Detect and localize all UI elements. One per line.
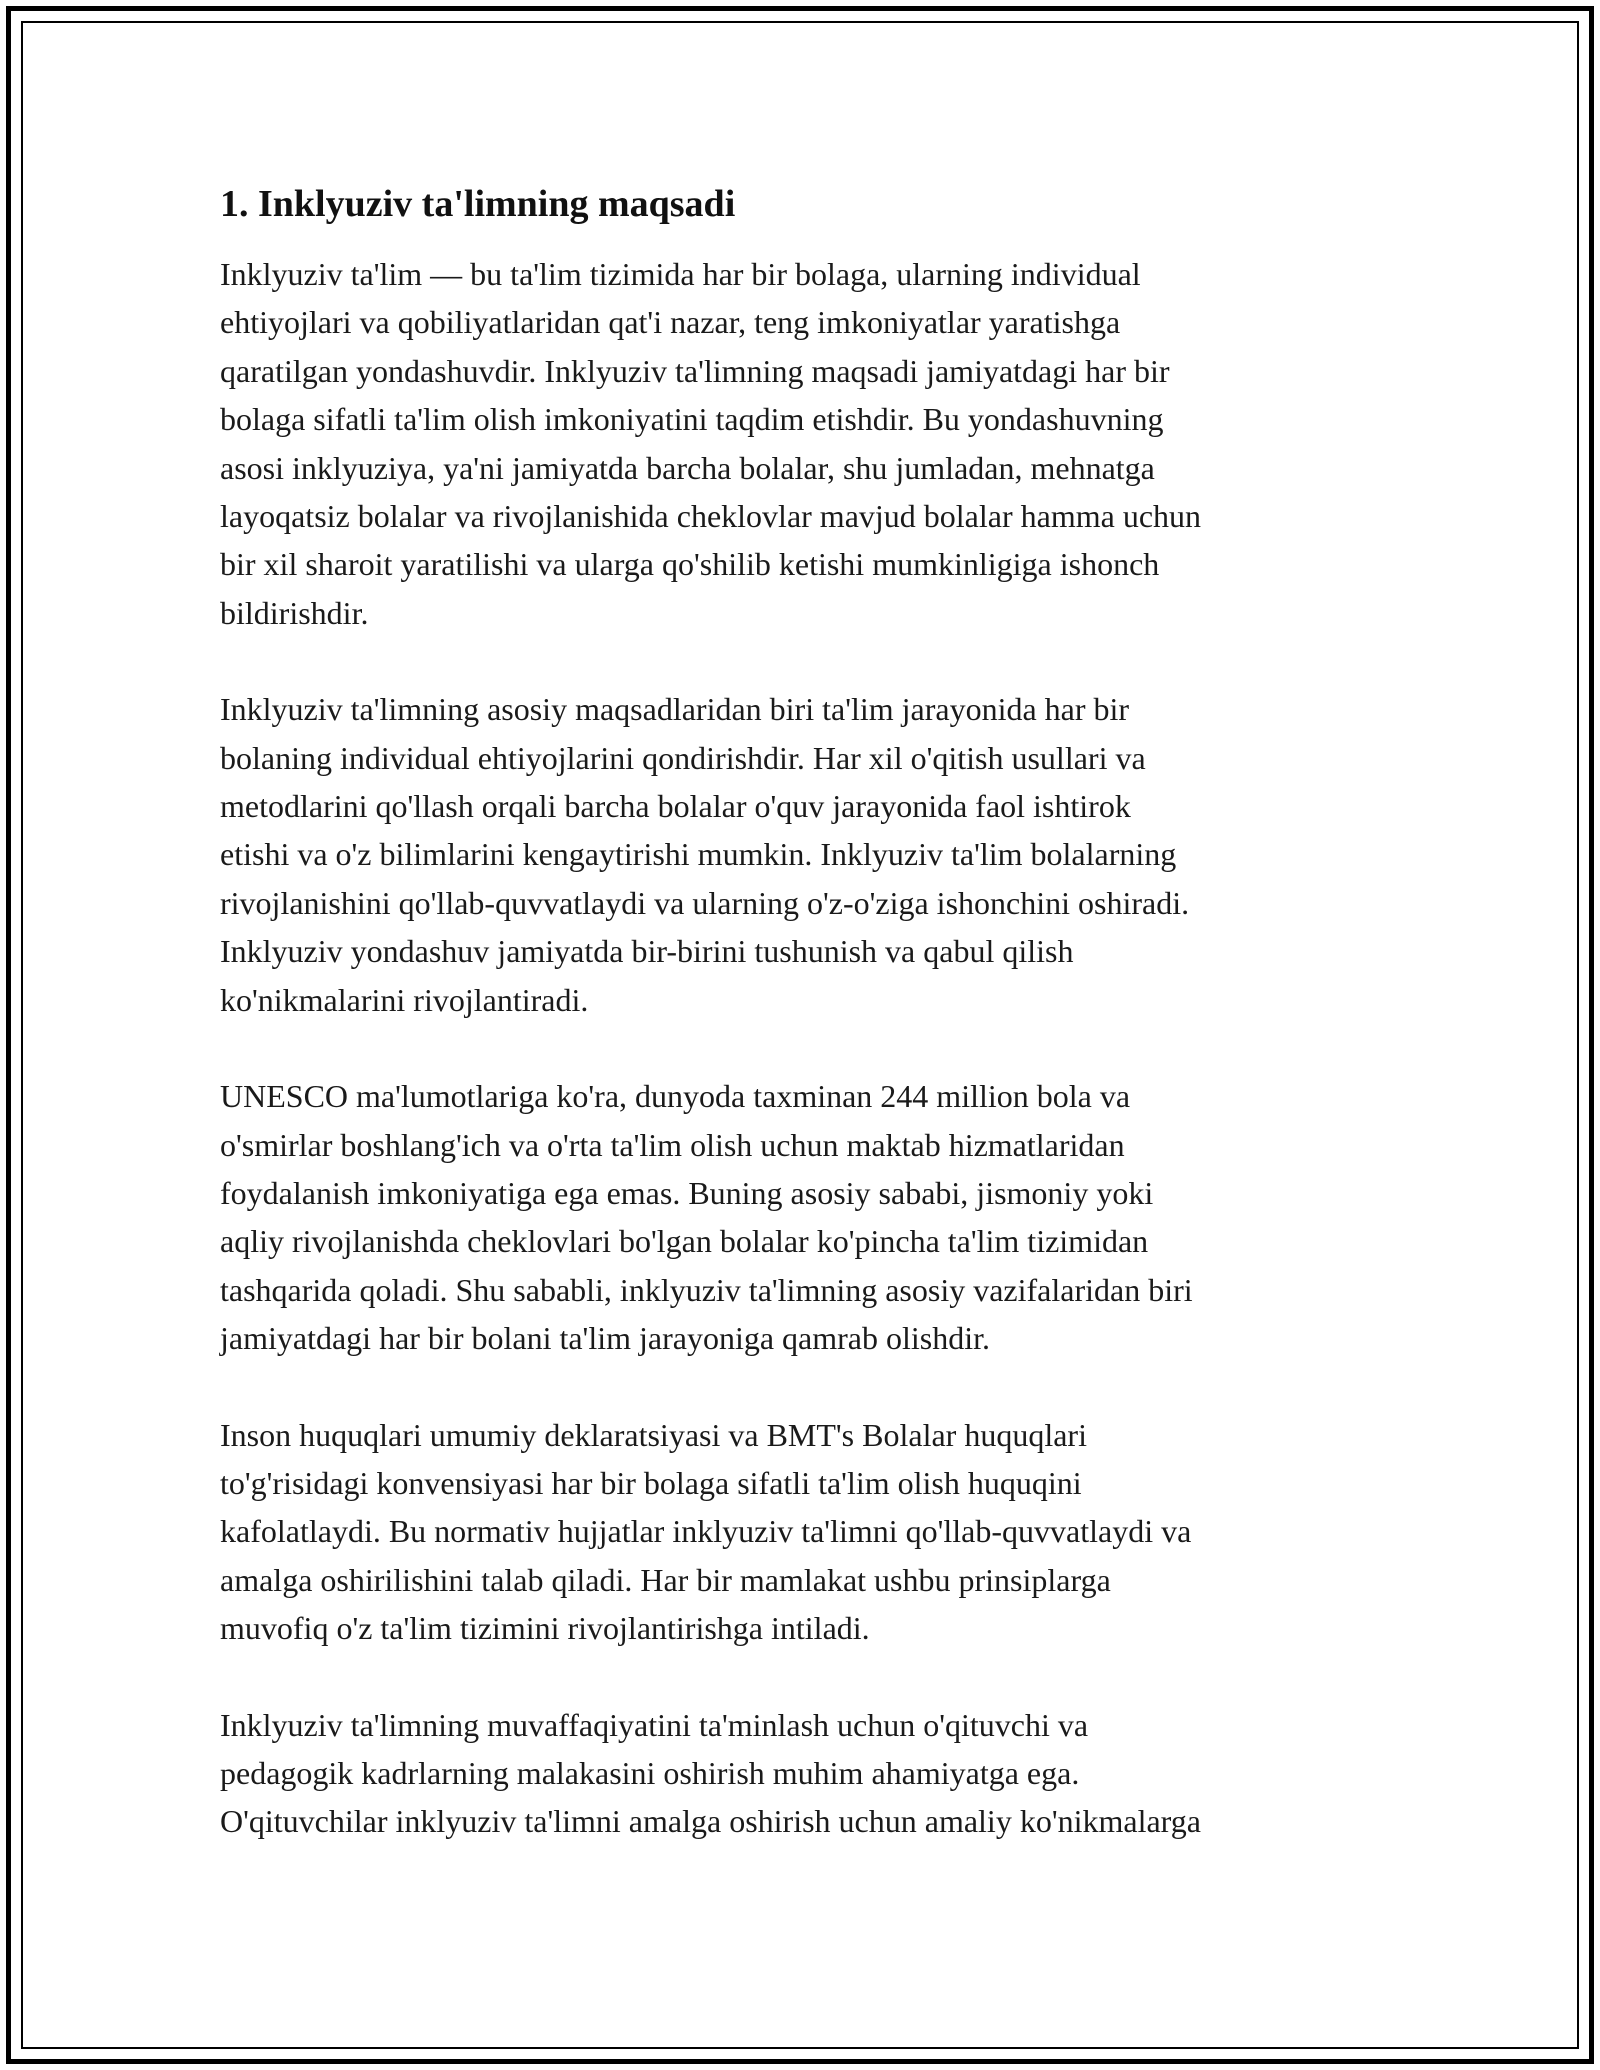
paragraph-5 [220, 1701, 1380, 1846]
text-line: layoqatsiz bolalar va rivojlanishida cheklovlar mavjud bolalar hamma uchun [220, 498, 1202, 535]
text-line: pedagogik kadrlarning malakasini oshirish muhim ahamiyatga ega. [220, 1754, 1080, 1791]
text-line: bolaga sifatli ta'lim olish imkoniyatini taqdim etishdir. Bu yondashuvning [220, 401, 1164, 438]
text-line: tashqarida qoladi. Shu sababli, inklyuziv ta'limning asosiy vazifalaridan biri [220, 1271, 1193, 1308]
text-line: metodlarini qo'llash orqali barcha bolalar o'quv jarayonida faol ishtirok [220, 788, 1131, 825]
text-line: Inklyuziv ta'lim — bu ta'lim tizimida har bir bolaga, ularning individual [220, 256, 1141, 292]
text-line: O'qituvchilar inklyuziv ta'limni amalga oshirish uchun amaliy ko'nikmalarga [220, 1803, 1201, 1840]
paragraph-4 [220, 1411, 1380, 1653]
document-body [220, 180, 1380, 1894]
paragraph-3 [220, 1072, 1380, 1362]
text-line: ko'nikmalarini rivojlantiradi. [220, 981, 589, 1018]
text-line: to'g'risidagi konvensiyasi har bir bolaga sifatli ta'lim olish huquqini [220, 1464, 1082, 1501]
text-line: ehtiyojlari va qobiliyatlaridan qat'i nazar, teng imkoniyatlar yaratishga [220, 304, 1121, 341]
text-line: jamiyatdagi har bir bolani ta'lim jarayoniga qamrab olishdir. [220, 1320, 990, 1357]
section-heading: 1. Inklyuziv ta'limning maqsadi [220, 183, 736, 225]
paragraph-2 [220, 685, 1380, 1024]
text-line: Inklyuziv ta'limning muvaffaqiyatini ta'minlash uchun o'qituvchi va [220, 1706, 1089, 1743]
text-line: foydalanish imkoniyatiga ega emas. Buning asosiy sababi, jismoniy yoki [220, 1174, 1154, 1211]
text-line: Inklyuziv yondashuv jamiyatda bir-birini tushunish va qabul qilish [220, 933, 1074, 970]
text-line: amalga oshirilishini talab qiladi. Har bir mamlakat ushbu prinsiplarga [220, 1561, 1111, 1598]
text-line: asosi inklyuziya, ya'ni jamiyatda barcha bolalar, shu jumladan, mehnatga [220, 449, 1155, 486]
text-line: o'smirlar boshlang'ich va o'rta ta'lim olish uchun maktab hizmatlaridan [220, 1126, 1125, 1163]
text-line: kafolatlaydi. Bu normativ hujjatlar inklyuziv ta'limni qo'llab-quvvatlaydi va [220, 1513, 1192, 1550]
text-line: Inson huquqlari umumiy deklaratsiyasi va BMT's Bolalar huquqlari [220, 1416, 1087, 1453]
text-line: rivojlanishini qo'llab-quvvatlaydi va ularning o'z-o'ziga ishonchini oshiradi. [220, 884, 1190, 921]
text-line: bildirishdir. [220, 594, 369, 631]
text-line: etishi va o'z bilimlarini kengaytirishi mumkin. Inklyuziv ta'lim bolalarning [220, 836, 1177, 873]
paragraph-1 [220, 250, 1380, 637]
text-line: UNESCO ma'lumotlariga ko'ra, dunyoda taxminan 244 million bola va [220, 1078, 1131, 1115]
text-line: bir xil sharoit yaratilishi va ularga qo'shilib ketishi mumkinligiga ishonch [220, 546, 1160, 583]
text-line: qaratilgan yondashuvdir. Inklyuziv ta'limning maqsadi jamiyatdagi har bir [220, 352, 1170, 389]
text-line: muvofiq o'z ta'lim tizimini rivojlantirishga intiladi. [220, 1610, 870, 1647]
text-line: bolaning individual ehtiyojlarini qondirishdir. Har xil o'qitish usullari va [220, 739, 1146, 776]
text-line: Inklyuziv ta'limning asosiy maqsadlaridan biri ta'lim jarayonida har bir [220, 691, 1130, 728]
text-line: aqliy rivojlanishda cheklovlari bo'lgan bolalar ko'pincha ta'lim tizimidan [220, 1223, 1149, 1260]
